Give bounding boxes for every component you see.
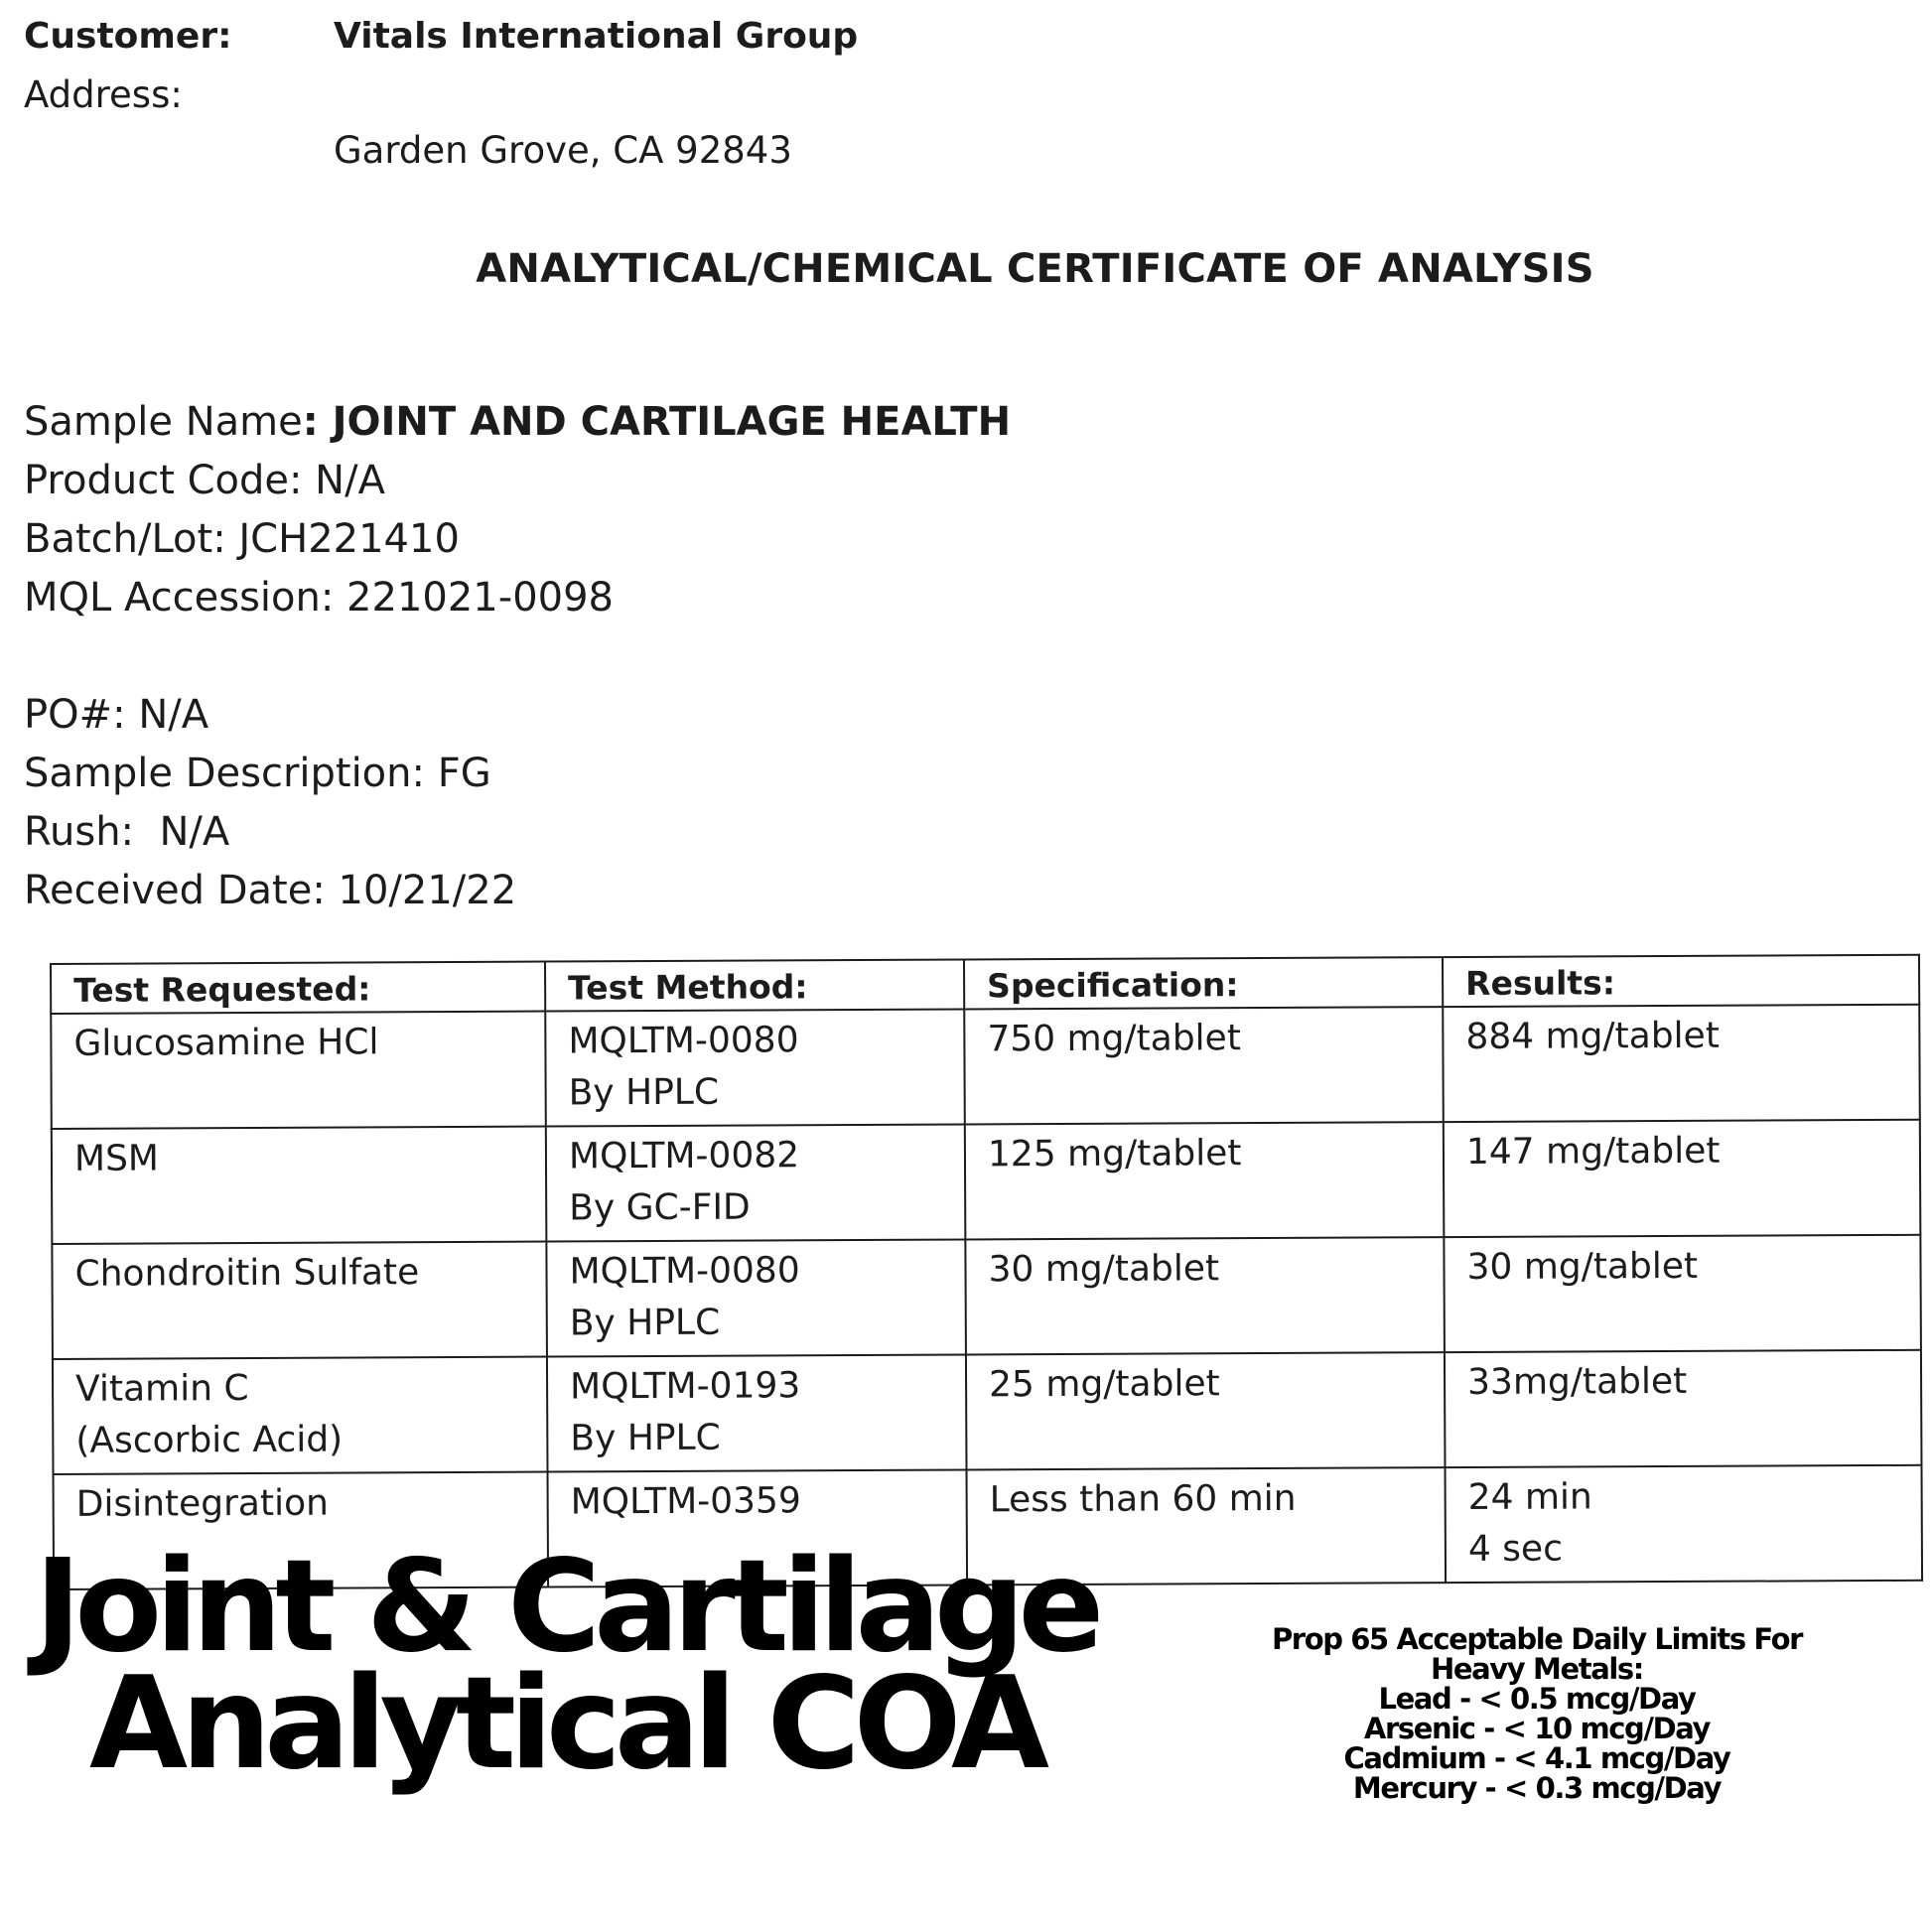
method-code: MQLTM-0080 xyxy=(568,1020,799,1062)
result-cell xyxy=(1443,1005,1920,1122)
results-table xyxy=(50,954,1923,1590)
test-name: Vitamin C xyxy=(74,1368,249,1410)
test-name: Disintegration xyxy=(75,1482,329,1525)
prop65-arsenic: Arsenic - < 10 mcg/Day xyxy=(1363,1712,1711,1745)
result-cell xyxy=(1446,1465,1923,1583)
prop65-cadmium: Cadmium - < 4.1 mcg/Day xyxy=(1343,1741,1730,1775)
table-row xyxy=(53,1350,1922,1474)
header-specification: Specification: xyxy=(964,957,1443,1009)
sample-name-value: : JOINT AND CARTILAGE HEALTH xyxy=(302,399,1012,445)
method-technique: By HPLC xyxy=(568,1071,720,1114)
header-test-method: Test Method: xyxy=(545,959,964,1011)
header-results: Results: xyxy=(1443,955,1919,1007)
spec-cell: 30 mg/tablet xyxy=(965,1237,1445,1354)
result-cell xyxy=(1444,1235,1921,1352)
method-code: MQLTM-0080 xyxy=(569,1250,800,1293)
method-technique: By GC-FID xyxy=(569,1186,751,1229)
spec-cell: 25 mg/tablet xyxy=(966,1352,1446,1469)
test-name: MSM xyxy=(73,1138,160,1179)
header-test-requested: Test Requested: xyxy=(51,962,545,1014)
product-code: Product Code: N/A xyxy=(24,458,385,503)
address-label: Address: xyxy=(24,73,183,116)
result-cell xyxy=(1445,1350,1922,1467)
table-row xyxy=(52,1120,1921,1244)
result-value: 147 mg/tablet xyxy=(1465,1130,1721,1173)
result-cell xyxy=(1444,1120,1921,1237)
result-value-extra: 4 sec xyxy=(1467,1528,1564,1571)
test-name-detail: (Ascorbic Acid) xyxy=(75,1419,344,1461)
test-cell xyxy=(52,1127,547,1244)
caption-line-2: Analytical COA xyxy=(89,1650,1042,1798)
received-date: Received Date: 10/21/22 xyxy=(24,868,517,913)
test-cell xyxy=(52,1242,547,1359)
test-name: Glucosamine HCl xyxy=(73,1022,379,1064)
caption-title xyxy=(0,1533,1132,1798)
test-cell xyxy=(51,1012,546,1129)
test-name: Chondroitin Sulfate xyxy=(74,1252,420,1295)
po-number: PO#: N/A xyxy=(24,692,209,738)
sample-name xyxy=(24,399,1011,445)
table-row xyxy=(51,1005,1920,1129)
address-line: Garden Grove, CA 92843 xyxy=(334,129,792,172)
prop65-lead: Lead - < 0.5 mcg/Day xyxy=(1378,1682,1696,1716)
result-value: 884 mg/tablet xyxy=(1465,1015,1720,1058)
prop65-limits xyxy=(1239,1624,1835,1803)
test-cell xyxy=(53,1357,548,1474)
method-code: MQLTM-0082 xyxy=(568,1135,800,1177)
customer-label: Customer: xyxy=(24,16,232,57)
method-cell xyxy=(546,1124,966,1241)
spec-cell: 125 mg/tablet xyxy=(965,1122,1445,1239)
sample-description: Sample Description: FG xyxy=(24,751,491,796)
customer-name: Vitals International Group xyxy=(334,16,859,57)
result-value: 30 mg/tablet xyxy=(1466,1245,1699,1289)
document-title: ANALYTICAL/CHEMICAL CERTIFICATE OF ANALYSIS xyxy=(476,246,1594,292)
method-cell xyxy=(547,1354,967,1471)
method-cell xyxy=(545,1009,965,1126)
batch-lot: Batch/Lot: JCH221410 xyxy=(24,516,460,562)
sample-name-label: Sample Name xyxy=(24,399,303,445)
method-code: MQLTM-0193 xyxy=(569,1365,801,1408)
table-row xyxy=(52,1235,1921,1359)
rush: Rush: N/A xyxy=(24,809,230,855)
prop65-mercury: Mercury - < 0.3 mcg/Day xyxy=(1352,1771,1722,1805)
spec-cell: Less than 60 min xyxy=(967,1467,1447,1585)
result-value: 24 min xyxy=(1467,1476,1592,1519)
result-value: 33mg/tablet xyxy=(1466,1360,1688,1404)
method-technique: By HPLC xyxy=(569,1302,721,1344)
mql-accession: MQL Accession: 221021-0098 xyxy=(24,575,614,621)
prop65-heading: Prop 65 Acceptable Daily Limits For xyxy=(1271,1622,1803,1656)
method-technique: By HPLC xyxy=(570,1417,721,1459)
spec-cell: 750 mg/tablet xyxy=(964,1007,1444,1124)
table-header-row xyxy=(51,955,1919,1014)
prop65-subheading: Heavy Metals: xyxy=(1431,1652,1643,1686)
caption-line-1: Joint & Cartilage xyxy=(34,1533,1098,1681)
method-code: MQLTM-0359 xyxy=(570,1480,801,1523)
method-cell xyxy=(546,1239,966,1356)
